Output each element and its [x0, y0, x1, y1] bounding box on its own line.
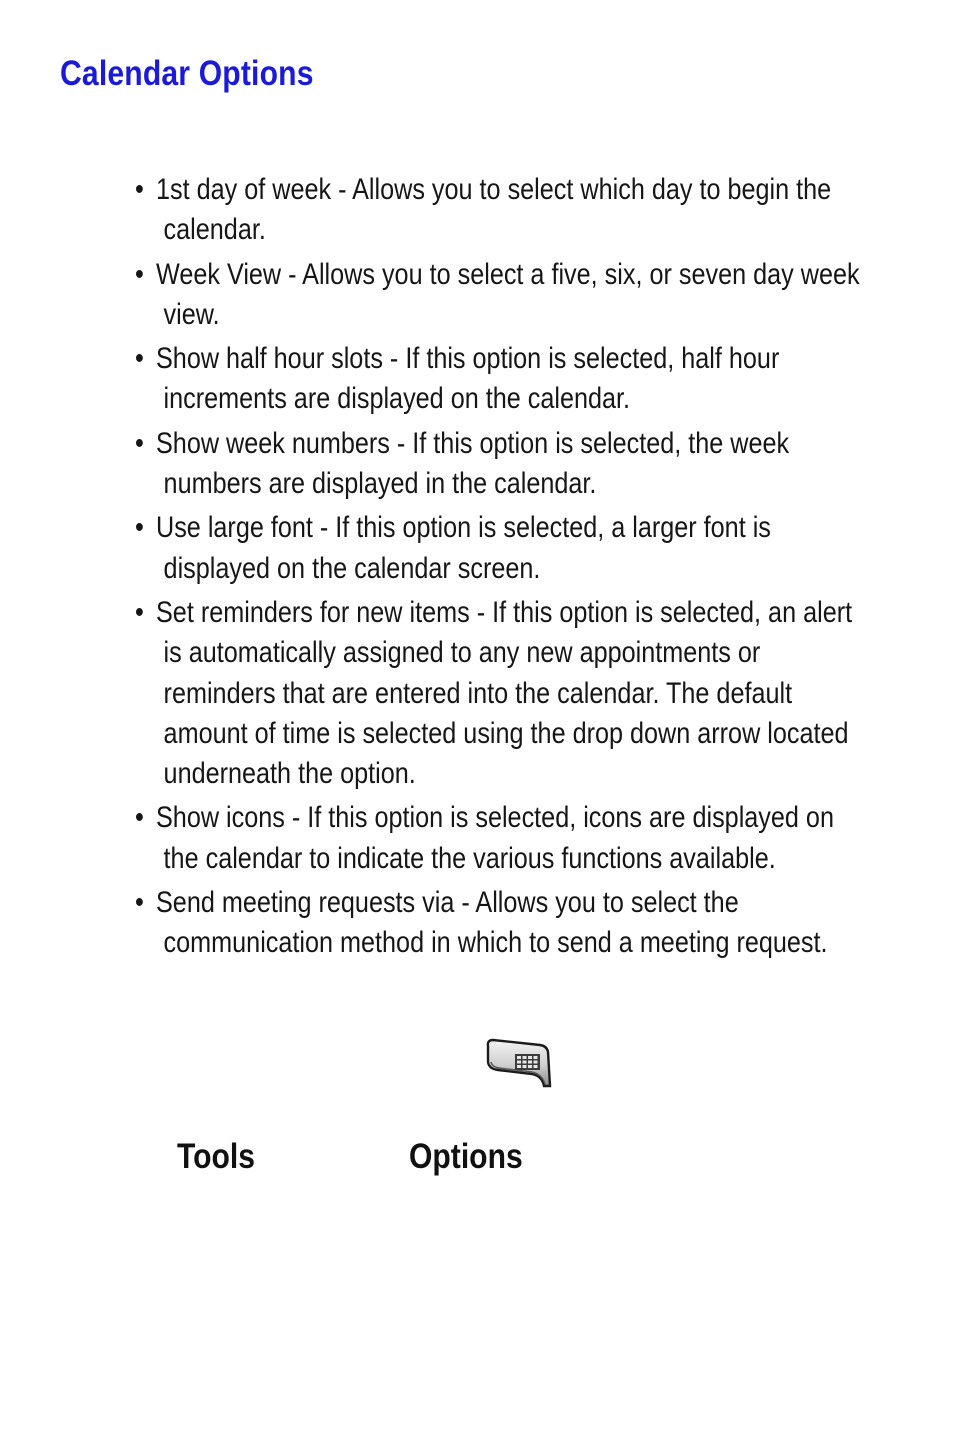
bullet-point: • — [135, 173, 144, 206]
option-description: Show half hour slots - If this option is selected, half hour increments are displayed on the calendar. — [156, 342, 780, 416]
tools-menu-label: Tools — [177, 1137, 256, 1176]
list-item — [135, 424, 874, 505]
bullet-point: • — [135, 257, 144, 291]
list-item — [135, 339, 874, 420]
calendar-key-icon — [484, 1036, 552, 1088]
option-description: Show icons - If this option is selected, icons are displayed on the calendar to indicate the various functions available. — [156, 801, 834, 875]
option-description: Use large font - If this option is selected, a larger font is displayed on the calendar screen. — [156, 511, 771, 585]
calendar-options-list — [135, 170, 874, 968]
list-item — [135, 883, 874, 964]
bullet-point: • — [135, 595, 144, 629]
list-item — [135, 170, 874, 251]
page-title: Calendar Options — [60, 54, 314, 93]
bullet-point: • — [135, 886, 144, 920]
list-item — [135, 593, 874, 794]
bullet-point: • — [135, 801, 144, 835]
option-description: Week View - Allows you to select a five, six, or seven day week view. — [156, 257, 860, 331]
options-menu-label: Options — [409, 1137, 523, 1176]
option-description: 1st day of week - Allows you to select which day to begin the calendar. — [156, 173, 832, 247]
list-item — [135, 255, 874, 336]
option-description: Set reminders for new items - If this option is selected, an alert is automatically assigned to any new appointments or reminders that are entered into the calendar. The default amount of time is selected using the drop down arrow located underneath the option. — [156, 595, 853, 791]
list-item — [135, 508, 874, 589]
bullet-point: • — [135, 342, 144, 376]
option-description: Send meeting requests via - Allows you to select the communication method in which to send a meeting request. — [156, 886, 828, 960]
bullet-point: • — [135, 426, 144, 460]
option-description: Show week numbers - If this option is selected, the week numbers are displayed in the calendar. — [156, 426, 790, 501]
list-item — [135, 798, 874, 879]
bullet-point: • — [135, 511, 144, 545]
